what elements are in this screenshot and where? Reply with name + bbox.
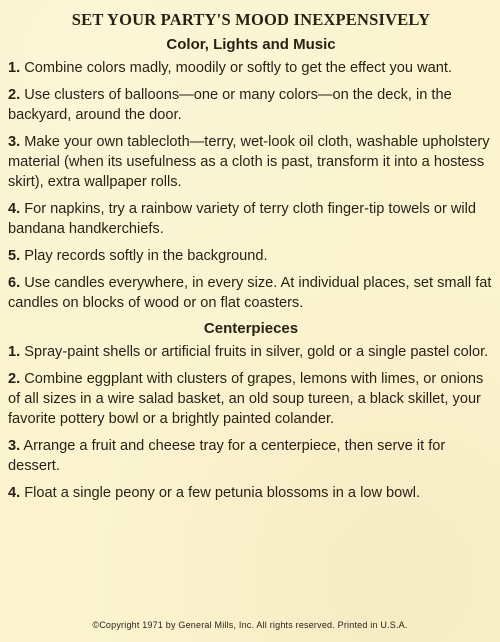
list-item — [8, 199, 494, 239]
page-title: SET YOUR PARTY'S MOOD INEXPENSIVELY — [71, 10, 431, 29]
item-number: 4. — [8, 201, 21, 217]
list-item — [8, 369, 494, 429]
list-item — [8, 436, 494, 476]
item-text: Make your own tablecloth—terry, wet-look oil cloth, washable upholstery material (when its usefulness as a cloth is past, transform it into a hostess skirt), extra wallpaper rolls. — [8, 134, 490, 190]
item-text: Combine colors madly, moodily or softly to get the effect you want. — [24, 60, 452, 76]
copyright-footer: ©Copyright 1971 by General Mills, Inc. All rights reserved. Printed in U.S.A. — [92, 620, 408, 630]
item-number: 2. — [8, 87, 21, 103]
item-number: 3. — [8, 438, 21, 454]
item-text: Float a single peony or a few petunia blossoms in a low bowl. — [24, 485, 421, 501]
item-number: 4. — [8, 485, 21, 501]
list-item — [8, 273, 494, 313]
item-text: For napkins, try a rainbow variety of terry cloth finger-tip towels or wild bandana handkerchiefs. — [8, 201, 476, 237]
item-text: Spray-paint shells or artificial fruits in silver, gold or a single pastel color. — [24, 344, 489, 360]
section-heading-centerpieces: Centerpieces — [203, 320, 299, 337]
item-text: Arrange a fruit and cheese tray for a centerpiece, then serve it for dessert. — [8, 438, 446, 474]
section-color-lights-music — [8, 36, 494, 313]
item-text: Combine eggplant with clusters of grapes, lemons with limes, or onions of all sizes in a wire salad basket, an old soup tureen, a black skillet, your favorite pottery bowl or a brightly painted colander. — [8, 371, 484, 427]
list-item — [8, 246, 494, 266]
item-text: Play records softly in the background. — [24, 248, 268, 264]
list-item — [8, 483, 494, 503]
section-list-color-lights-music — [8, 58, 494, 313]
item-number: 3. — [8, 134, 21, 150]
item-number: 1. — [8, 344, 21, 360]
section-list-centerpieces — [8, 342, 494, 503]
item-number: 6. — [8, 275, 21, 291]
list-item — [8, 132, 494, 192]
list-item — [8, 342, 494, 362]
item-number: 2. — [8, 371, 21, 387]
section-heading-color-lights-music: Color, Lights and Music — [166, 36, 336, 53]
item-text: Use clusters of balloons—one or many colors—on the deck, in the backyard, around the door. — [8, 87, 452, 123]
item-number: 1. — [8, 60, 21, 76]
section-centerpieces — [8, 320, 494, 503]
item-number: 5. — [8, 248, 21, 264]
list-item — [8, 85, 494, 125]
item-text: Use candles everywhere, in every size. At individual places, set small fat candles on blocks of wood or on flat coasters. — [8, 275, 492, 311]
list-item — [8, 58, 494, 78]
